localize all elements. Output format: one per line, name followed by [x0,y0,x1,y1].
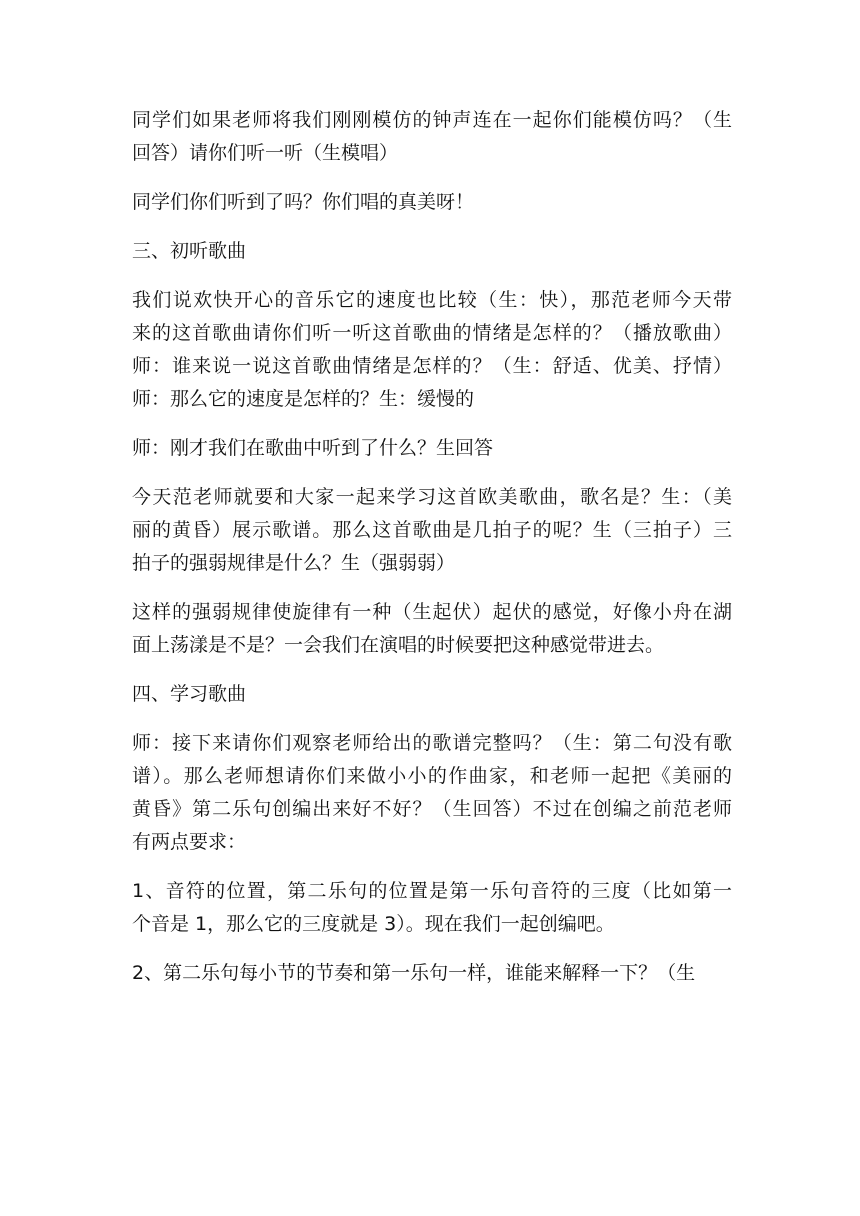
paragraph-line: 面上荡漾是不是？一会我们在演唱的时候要把这种感觉带进去。 [132,634,665,656]
paragraph-spacer [132,465,732,481]
paragraph-spacer [132,268,732,284]
paragraph [132,727,732,859]
paragraph-spacer [132,941,732,957]
paragraph [132,481,732,580]
paragraph [132,596,732,662]
paragraph-spacer [132,416,732,432]
paragraph [132,104,732,170]
paragraph-line: 回答）请你们听一听（生模唱） [132,142,399,164]
section-heading [132,678,732,711]
paragraph-line: 师：刚才我们在歌曲中听到了什么？生回答 [132,437,494,459]
paragraph-line: 师：接下来请你们观察老师给出的歌谱完整吗？（生：第二句没有歌 [132,732,732,754]
paragraph-line: 拍子的强弱规律是什么？生（强弱弱） [132,552,456,574]
section-heading [132,235,732,268]
paragraph-spacer [132,580,732,596]
paragraph-line: 同学们你们听到了吗？你们唱的真美呀！ [132,191,475,213]
paragraph-line: 1、音符的位置，第二乐句的位置是第一乐句音符的三度（比如第一 [132,880,732,902]
paragraph-line: 师：那么它的速度是怎样的？生：缓慢的 [132,388,475,410]
paragraph-spacer [132,859,732,875]
paragraph-spacer [132,219,732,235]
paragraph [132,432,732,465]
paragraph [132,284,732,416]
heading-text: 四、学习歌曲 [132,683,247,705]
paragraph [132,186,732,219]
paragraph-line: 来的这首歌曲请你们听一听这首歌曲的情绪是怎样的？（播放歌曲） [132,322,732,344]
paragraph-line: 2、第二乐句每小节的节奏和第一乐句一样，谁能来解释一下？（生 [132,962,696,984]
paragraph-line: 这样的强弱规律使旋律有一种（生起伏）起伏的感觉，好像小舟在湖 [132,601,732,623]
paragraph-line: 师：谁来说一说这首歌曲情绪是怎样的？（生：舒适、优美、抒情） [132,355,732,377]
paragraph-line: 我们说欢快开心的音乐它的速度也比较（生：快），那范老师今天带 [132,289,732,311]
paragraph-line: 黄昏》第二乐句创编出来好不好？（生回答）不过在创编之前范老师 [132,798,732,820]
paragraph-line: 谱）。那么老师想请你们来做小小的作曲家，和老师一起把《美丽的 [132,765,732,787]
paragraph [132,875,732,941]
paragraph-spacer [132,711,732,727]
paragraph-line: 个音是 1，那么它的三度就是 3）。现在我们一起创编吧。 [132,913,615,935]
heading-text: 三、初听歌曲 [132,240,247,262]
paragraph-spacer [132,170,732,186]
paragraph-line: 同学们如果老师将我们刚刚模仿的钟声连在一起你们能模仿吗？（生 [132,109,732,131]
paragraph-line: 丽的黄昏）展示歌谱。那么这首歌曲是几拍子的呢？生（三拍子）三 [132,519,732,541]
paragraph-line: 有两点要求： [132,831,247,853]
paragraph-spacer [132,662,732,678]
paragraph-line: 今天范老师就要和大家一起来学习这首欧美歌曲，歌名是？生：（美 [132,486,732,508]
paragraph [132,957,732,990]
document-body [132,104,732,990]
